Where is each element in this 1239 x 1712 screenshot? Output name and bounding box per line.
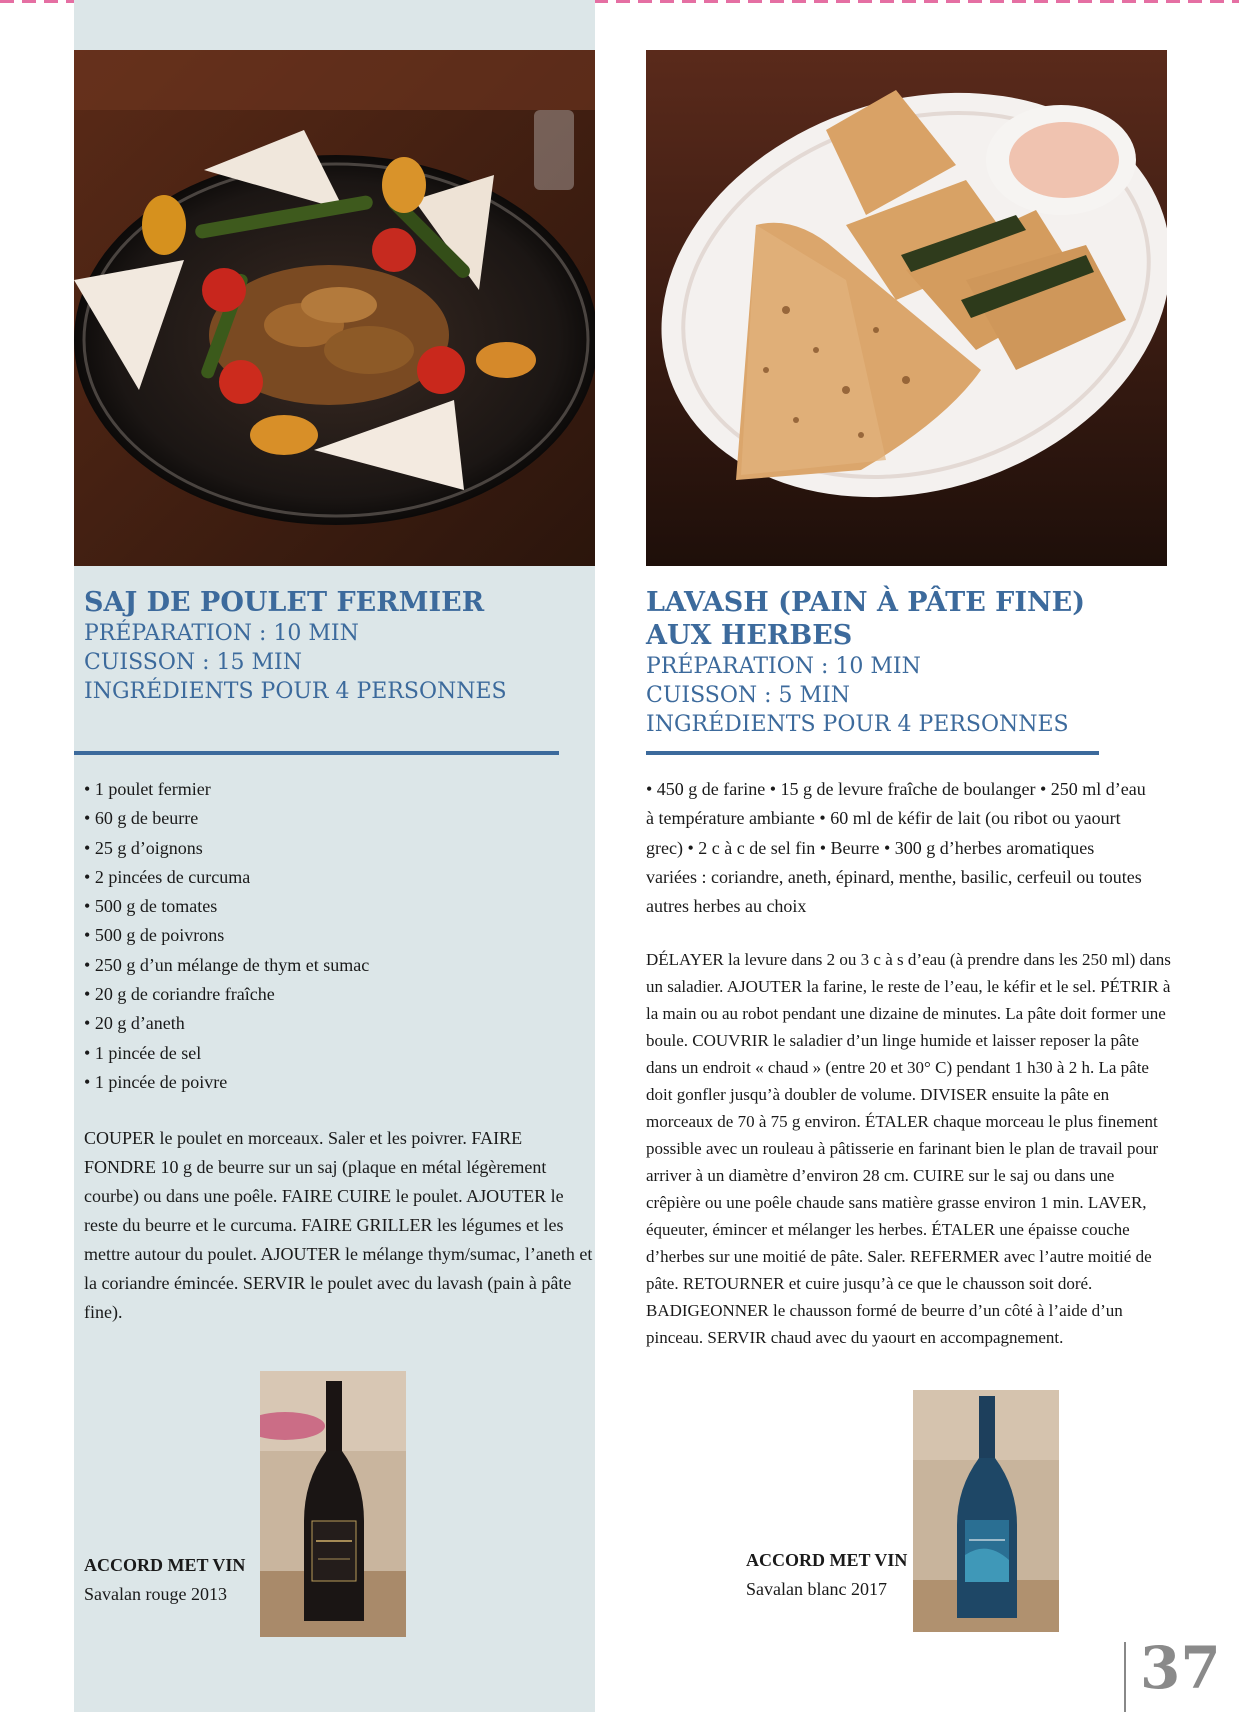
saj-chicken-dish-photo [74, 50, 595, 566]
left-ingredients-list [84, 775, 369, 1097]
page-number: 37 [1140, 1634, 1221, 1702]
left-cook-time: CUISSON : 15 MIN [84, 650, 302, 675]
right-ingredients-text: • 450 g de farine • 15 g de levure fraîche de boulanger • 250 ml d’eau à température ambiante • 60 ml de kéfir de lait (ou ribot ou yaourt grec) • 2 c à c de sel fin • Beurre • 300 g d’herbes aromatiques variées : coriandre, aneth, épinard, menthe, basilic, cerfeuil ou toutes autres herbes au choix [646, 779, 1146, 917]
right-servings: INGRÉDIENTS POUR 4 PERSONNES [646, 712, 1069, 737]
left-wine-name: Savalan rouge 2013 [84, 1584, 227, 1604]
ingredient-item: • 500 g de tomates [84, 892, 369, 921]
right-wine-name: Savalan blanc 2017 [746, 1579, 887, 1599]
left-recipe-title: SAJ DE POULET FERMIER [84, 587, 485, 618]
ingredient-item: • 1 pincée de sel [84, 1039, 369, 1068]
page-number-rule [1124, 1642, 1126, 1712]
left-recipe-meta [84, 619, 507, 706]
ingredient-item: • 1 poulet fermier [84, 775, 369, 804]
left-wine-pairing [84, 1551, 245, 1609]
ingredient-item: • 20 g d’aneth [84, 1009, 369, 1038]
ingredient-item: • 60 g de beurre [84, 804, 369, 833]
left-wine-heading: ACCORD MET VIN [84, 1555, 246, 1575]
lavash-herb-bread-photo [646, 50, 1167, 566]
right-title-line1: LAVASH (PAIN À PÂTE FINE) [646, 587, 1086, 618]
ingredient-item: • 25 g d’oignons [84, 834, 369, 863]
left-method-text: COUPER le poulet en morceaux. Saler et les poivrer. FAIRE FONDRE 10 g de beurre sur un saj (plaque en métal légèrement courbe) ou dans une poêle. FAIRE CUIRE le poulet. AJOUTER le reste du beurre et le curcuma. FAIRE GRILLER les légumes et les mettre autour du poulet. AJOUTER le mélange thym/sumac, l’aneth et la coriandre émincée. SERVIR le poulet avec du lavash (pain à pâte fine). [84, 1128, 593, 1322]
right-cook-time: CUISSON : 5 MIN [646, 683, 850, 708]
right-wine-heading: ACCORD MET VIN [746, 1550, 908, 1570]
ingredient-item: • 250 g d’un mélange de thym et sumac [84, 951, 369, 980]
ingredient-item: • 1 pincée de poivre [84, 1068, 369, 1097]
right-title-line2: AUX HERBES [646, 620, 853, 651]
right-wine-pairing [746, 1546, 907, 1604]
left-divider [74, 751, 559, 755]
left-prep-time: PRÉPARATION : 10 MIN [84, 621, 359, 646]
right-recipe-meta [646, 652, 1069, 739]
white-wine-bottle-photo [913, 1390, 1059, 1632]
left-servings: INGRÉDIENTS POUR 4 PERSONNES [84, 679, 507, 704]
ingredient-item: • 20 g de coriandre fraîche [84, 980, 369, 1009]
ingredient-item: • 500 g de poivrons [84, 921, 369, 950]
red-wine-bottle-photo [260, 1371, 406, 1637]
right-divider [646, 751, 1099, 755]
right-method-text: DÉLAYER la levure dans 2 ou 3 c à s d’eau (à prendre dans les 250 ml) dans un saladier. AJOUTER la farine, le reste de l’eau, le kéfir et le sel. PÉTRIR à la main ou au robot pendant une dizaine de minutes. La pâte doit former une boule. COUVRIR le saladier d’un linge humide et laisser reposer la pâte dans un endroit « chaud » (entre 20 et 30° C) pendant 1 h30 à 2 h. La pâte doit gonfler jusqu’à doubler de volume. DIVISER ensuite la pâte en morceaux de 70 à 75 g environ. ÉTALER chaque morceau le plus finement possible avec un rouleau à pâtisserie en farinant bien le plan de travail pour arriver à un diamètre d’environ 28 cm. CUIRE sur le saj ou dans une crêpière ou une poêle chaude sans matière grasse environ 1 min. LAVER, équeuter, émincer et mélanger les herbes. ÉTALER une épaisse couche d’herbes sur une moitié de pâte. Saler. REFERMER avec l’autre moitié de pâte. RETOURNER et cuire jusqu’à ce que le chausson soit doré. BADIGEONNER le chausson formé de beurre d’un côté à l’aide d’un pinceau. SERVIR chaud avec du yaourt en accompagnement. [646, 950, 1171, 1347]
ingredient-item: • 2 pincées de curcuma [84, 863, 369, 892]
right-prep-time: PRÉPARATION : 10 MIN [646, 654, 921, 679]
right-recipe-title [646, 586, 1085, 652]
